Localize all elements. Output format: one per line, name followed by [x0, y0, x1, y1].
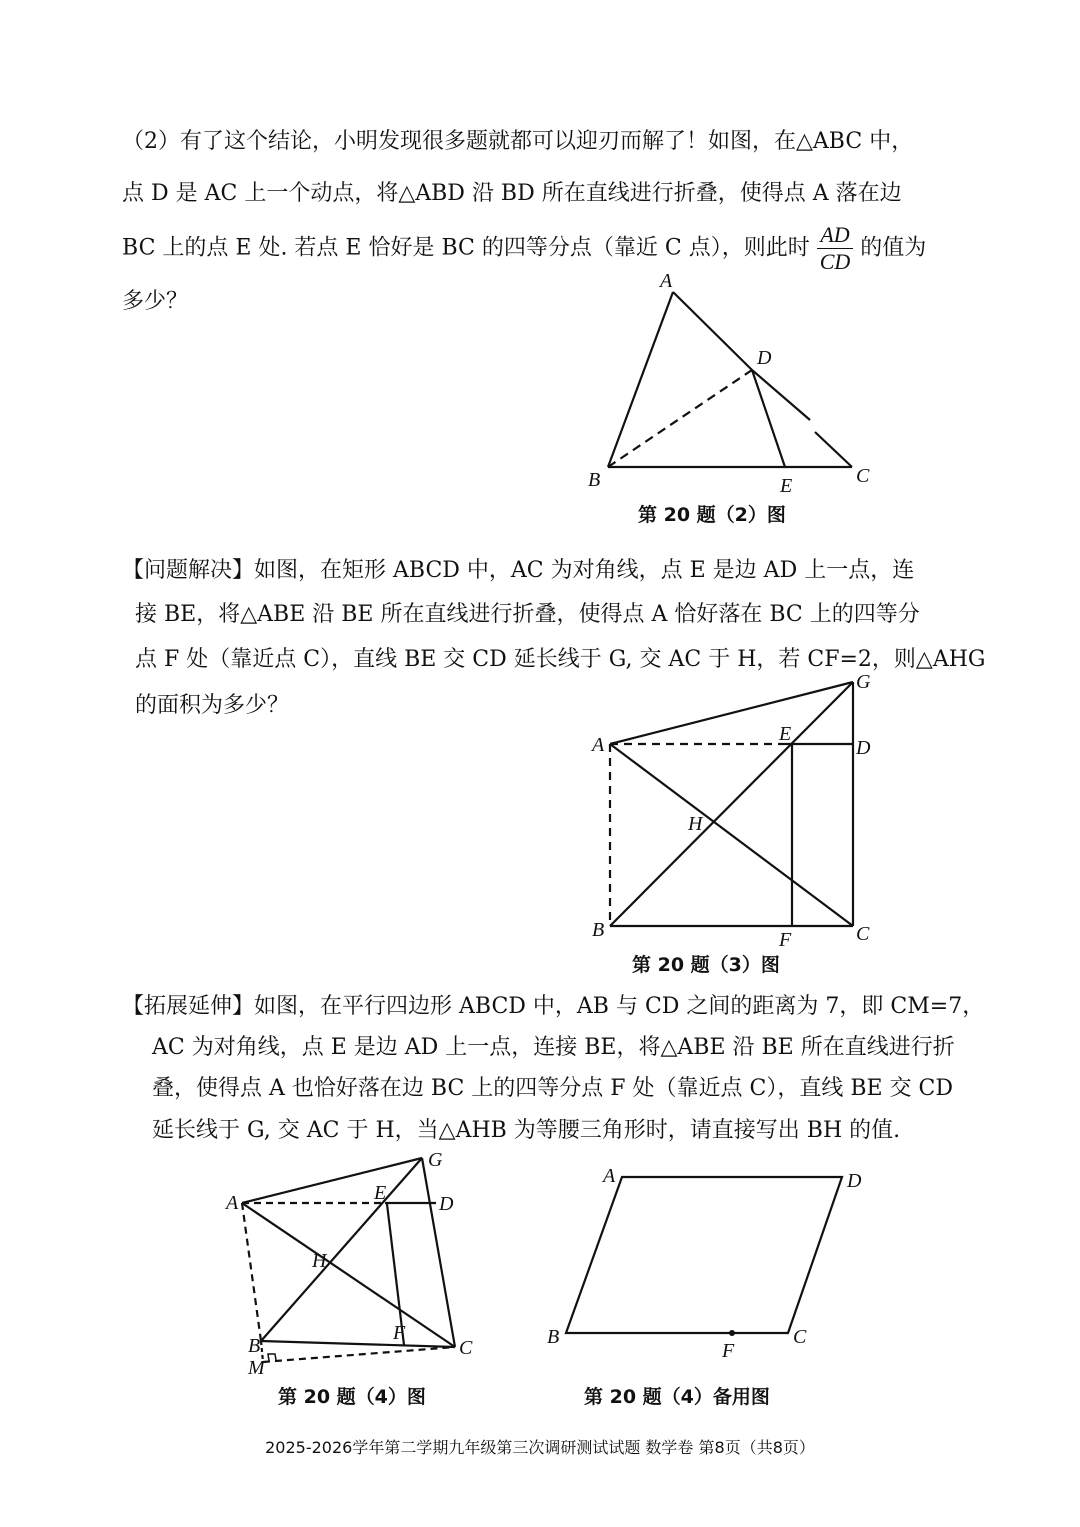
fraction-numerator: AD	[817, 222, 854, 249]
label-h: H	[312, 1250, 327, 1272]
label-g: G	[856, 671, 871, 693]
part3-line2: 接 BE，将△ABE 沿 BE 所在直线进行折叠，使得点 A 恰好落在 BC 上的四等分	[135, 602, 920, 627]
page-footer: 2025-2026学年第二学期九年级第三次调研测试试题 数学卷 第8页（共8页）	[265, 1438, 815, 1457]
part4-line4: 延长线于 G, 交 AC 于 H，当△AHB 为等腰三角形时，请直接写出 BH 的值.	[152, 1118, 901, 1143]
parallelogram-abcd	[566, 1177, 842, 1333]
part3-line3: 点 F 处（靠近点 C），直线 BE 交 CD 延长线于 G, 交 AC 于 H，若 CF=2，则△AHG	[135, 647, 986, 672]
label-c: C	[459, 1337, 473, 1359]
label-f: F	[722, 1340, 735, 1362]
label-c: C	[856, 465, 870, 487]
part4-line1: 【拓展延伸】如图，在平行四边形 ABCD 中，AB 与 CD 之间的距离为 7，即 CM=7，	[122, 994, 985, 1019]
part3-line4: 的面积为多少？	[135, 693, 290, 718]
label-e: E	[780, 475, 793, 497]
label-a: A	[592, 734, 605, 756]
part4-line2: AC 为对角线，点 E 是边 AD 上一点，连接 BE，将△ABE 沿 BE 所在直线进行折	[152, 1035, 955, 1060]
label-a: A	[226, 1192, 239, 1214]
label-m: M	[248, 1357, 265, 1379]
part2-line3-post: 的值为	[860, 235, 927, 261]
part2-line3-pre: BC 上的点 E 处. 若点 E 恰好是 BC 的四等分点（靠近 C 点），则此时	[122, 235, 810, 261]
label-c: C	[856, 923, 870, 945]
label-a: A	[603, 1165, 616, 1187]
label-d: D	[439, 1193, 454, 1215]
label-a: A	[660, 270, 673, 292]
label-e: E	[779, 723, 792, 745]
label-g: G	[428, 1149, 443, 1171]
label-b: B	[592, 919, 605, 941]
part2-line4: 多少？	[122, 289, 189, 314]
label-d: D	[847, 1170, 862, 1192]
label-b: B	[248, 1335, 261, 1357]
label-f: F	[393, 1322, 406, 1344]
label-e: E	[374, 1182, 387, 1204]
caption-part4-backup: 第 20 题（4）备用图	[584, 1386, 770, 1408]
label-f: F	[779, 929, 792, 951]
caption-part4: 第 20 题（4）图	[278, 1386, 426, 1408]
label-c: C	[793, 1326, 807, 1348]
label-d: D	[757, 347, 772, 369]
label-h: H	[688, 813, 703, 835]
part2-line1: （2）有了这个结论，小明发现很多题就都可以迎刃而解了！如图，在△ABC 中，	[122, 129, 914, 154]
part3-line1: 【问题解决】如图，在矩形 ABCD 中，AC 为对角线，点 E 是边 AD 上一点，连	[122, 558, 915, 583]
label-b: B	[588, 469, 601, 491]
label-d: D	[856, 737, 871, 759]
part4-line3: 叠，使得点 A 也恰好落在边 BC 上的四等分点 F 处（靠近点 C），直线 BE 交 CD	[152, 1076, 954, 1101]
caption-part2: 第 20 题（2）图	[638, 504, 786, 526]
part2-line2: 点 D 是 AC 上一个动点，将△ABD 沿 BD 所在直线进行折叠，使得点 A 落在边	[122, 181, 902, 206]
label-b: B	[547, 1326, 560, 1348]
point-f	[729, 1330, 735, 1336]
fraction-denominator: CD	[819, 249, 851, 274]
caption-part3: 第 20 题（3）图	[632, 954, 780, 976]
